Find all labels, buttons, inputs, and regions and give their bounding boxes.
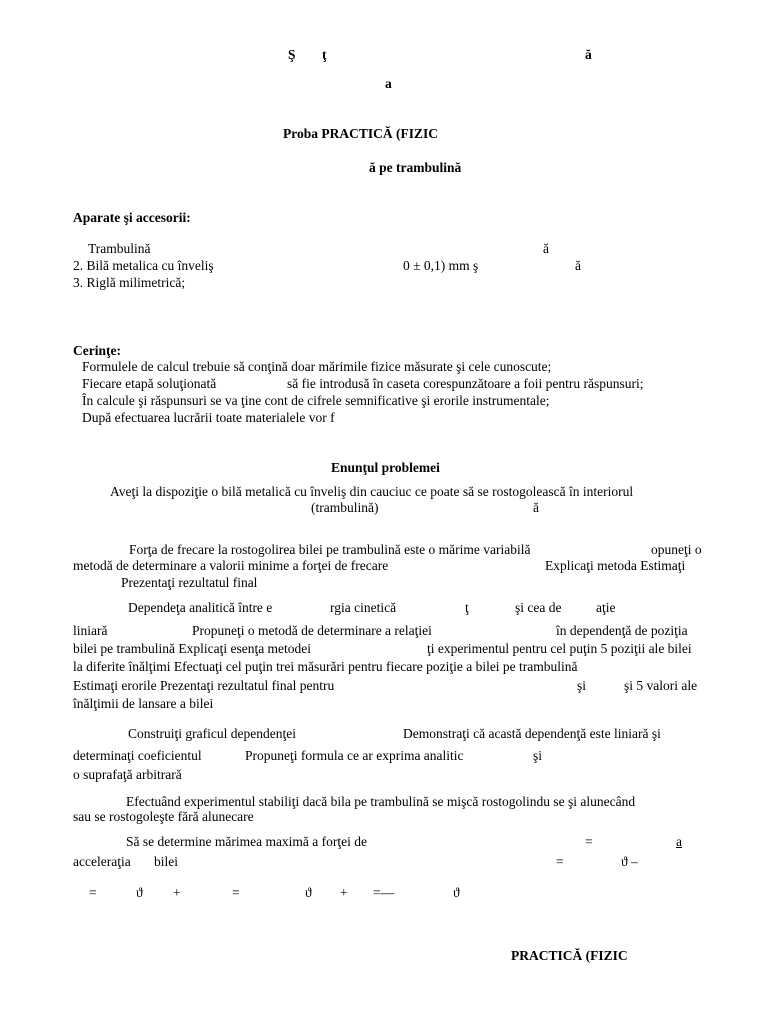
cerinte-item-3: În calcule şi răspunsuri se va ţine cont de cifrele semnificative şi erorile instrumentale; <box>82 393 550 408</box>
aparate-item-2-r: ă <box>575 258 581 273</box>
enunt-p6-line2: acceleraţia <box>73 854 131 869</box>
aparate-item-2: 2. Bilă metalica cu înveliş <box>73 258 214 273</box>
cerinte-item-1: Formulele de calcul trebuie să conţină doar mărimile fizice măsurate şi cele cunoscute; <box>82 359 552 374</box>
formula-token: =— <box>373 885 395 900</box>
enunt-p3-line1: Dependeţa analitică între e <box>128 600 273 615</box>
header-letter-t: ţ <box>322 47 327 62</box>
enunt-p3-line1-m4: aţie <box>596 600 616 615</box>
enunt-p5-line1: Efectuând experimentul stabiliţi dacă bila pe trambulină se mişcă rostogolindu se şi alunecând <box>126 794 636 809</box>
formula-token: + <box>340 885 348 900</box>
enunt-p1-line2: (trambulină) <box>311 500 379 515</box>
enunt-p6-line1: Să se determine mărimea maximă a forţei de <box>126 834 368 849</box>
cerinte-item-2: Fiecare etapă soluţionată <box>82 376 217 391</box>
formula-token: ϑ <box>305 885 312 900</box>
enunt-p6-line2-r: ϑ – <box>621 854 638 869</box>
enunt-p4-line2-m: Propuneţi formula ce ar exprima analitic <box>245 748 464 763</box>
aparate-item-1: Trambulină <box>88 241 151 256</box>
enunt-p4-line1-r: Demonstraţi că acastă dependenţă este liniară şi <box>403 726 661 741</box>
aparate-title: Aparate şi accesorii: <box>73 210 191 225</box>
enunt-p3-line3-r: ţi experimentul pentru cel puţin 5 poziţii ale bilei <box>427 641 692 656</box>
enunt-p2-line1: Forţa de frecare la rostogolirea bilei pe trambulină este o mărime variabilă <box>129 542 531 557</box>
enunt-p3-line1-m1: rgia cinetică <box>330 600 397 615</box>
footer-title: PRACTICĂ (FIZIC <box>511 948 628 963</box>
enunt-p3-line5-r: şi 5 valori ale <box>624 678 698 693</box>
enunt-p1-line2-r: ă <box>533 500 539 515</box>
formula-token: + <box>173 885 181 900</box>
enunt-p3-line2-r: în dependenţă de poziţia <box>556 623 688 638</box>
enunt-p6-line1-a: a <box>676 834 682 849</box>
enunt-title: Enunţul problemei <box>331 460 440 475</box>
enunt-p3-line2: liniară <box>73 623 108 638</box>
enunt-p2-line1-r: opuneţi o <box>651 542 702 557</box>
proba-title: Proba PRACTICĂ (FIZIC <box>283 126 439 141</box>
cerinte-item-4: După efectuarea lucrării toate materialele vor f <box>82 410 335 425</box>
enunt-p3-line4: la diferite înălţimi Efectuaţi cel puţin trei măsurări pentru fiecare poziţie a bilei pe trambulină <box>73 659 578 674</box>
enunt-p3-line2-m: Propuneţi o metodă de determinare a relaţiei <box>192 623 432 638</box>
cerinte-title: Cerinţe: <box>73 343 121 358</box>
enunt-p4-line2: determinaţi coeficientul <box>73 748 202 763</box>
formula-token: ϑ <box>453 885 460 900</box>
enunt-p3-line3: bilei pe trambulină Explicaţi esenţa metodei <box>73 641 312 656</box>
enunt-p2-line3: Prezentaţi rezultatul final <box>121 575 258 590</box>
enunt-p3-line6: înălţimii de lansare a bilei <box>73 696 214 711</box>
enunt-p5-line2: sau se rostogoleşte fără alunecare <box>73 809 254 824</box>
enunt-p4-line1: Construiţi graficul dependenţei <box>128 726 296 741</box>
aparate-item-1-r: ă <box>543 241 549 256</box>
enunt-p6-line2-eq: = <box>556 854 564 869</box>
header-letter-a: ă <box>585 47 592 62</box>
aparate-item-3: 3. Riglă milimetrică; <box>73 275 186 290</box>
enunt-p1-line1: Aveţi la dispoziţie o bilă metalică cu înveliş din cauciuc ce poate să se rostogolească în interiorul <box>110 484 634 499</box>
enunt-p3-line1-m3: şi cea de <box>515 600 562 615</box>
proba-subtitle: ă pe trambulină <box>369 160 462 175</box>
cerinte-item-2-cont: să fie introdusă în caseta corespunzătoare a foii pentru răspunsuri; <box>287 376 644 391</box>
enunt-p6-line1-eq: = <box>585 834 593 849</box>
formula-token: = <box>89 885 97 900</box>
enunt-p4-line3: o suprafaţă arbitrară <box>73 767 182 782</box>
header-letter-s: Ş <box>288 47 296 62</box>
enunt-p2-line2-r: Explicaţi metoda Estimaţi <box>545 558 686 573</box>
enunt-p6-line2-b: bilei <box>154 854 178 869</box>
enunt-p2-line2: metodă de determinare a valorii minime a forţei de frecare <box>73 558 389 573</box>
enunt-p4-line2-r: şi <box>533 748 543 763</box>
header-line2: a <box>385 76 392 91</box>
formula-token: = <box>232 885 240 900</box>
enunt-p3-line1-m2: ţ <box>465 600 469 615</box>
enunt-p3-line5: Estimaţi erorile Prezentaţi rezultatul final pentru <box>73 678 335 693</box>
enunt-p3-line5-m: şi <box>577 678 587 693</box>
formula-token: ϑ <box>136 885 143 900</box>
aparate-item-2-mid: 0 ± 0,1) mm ş <box>403 258 479 273</box>
